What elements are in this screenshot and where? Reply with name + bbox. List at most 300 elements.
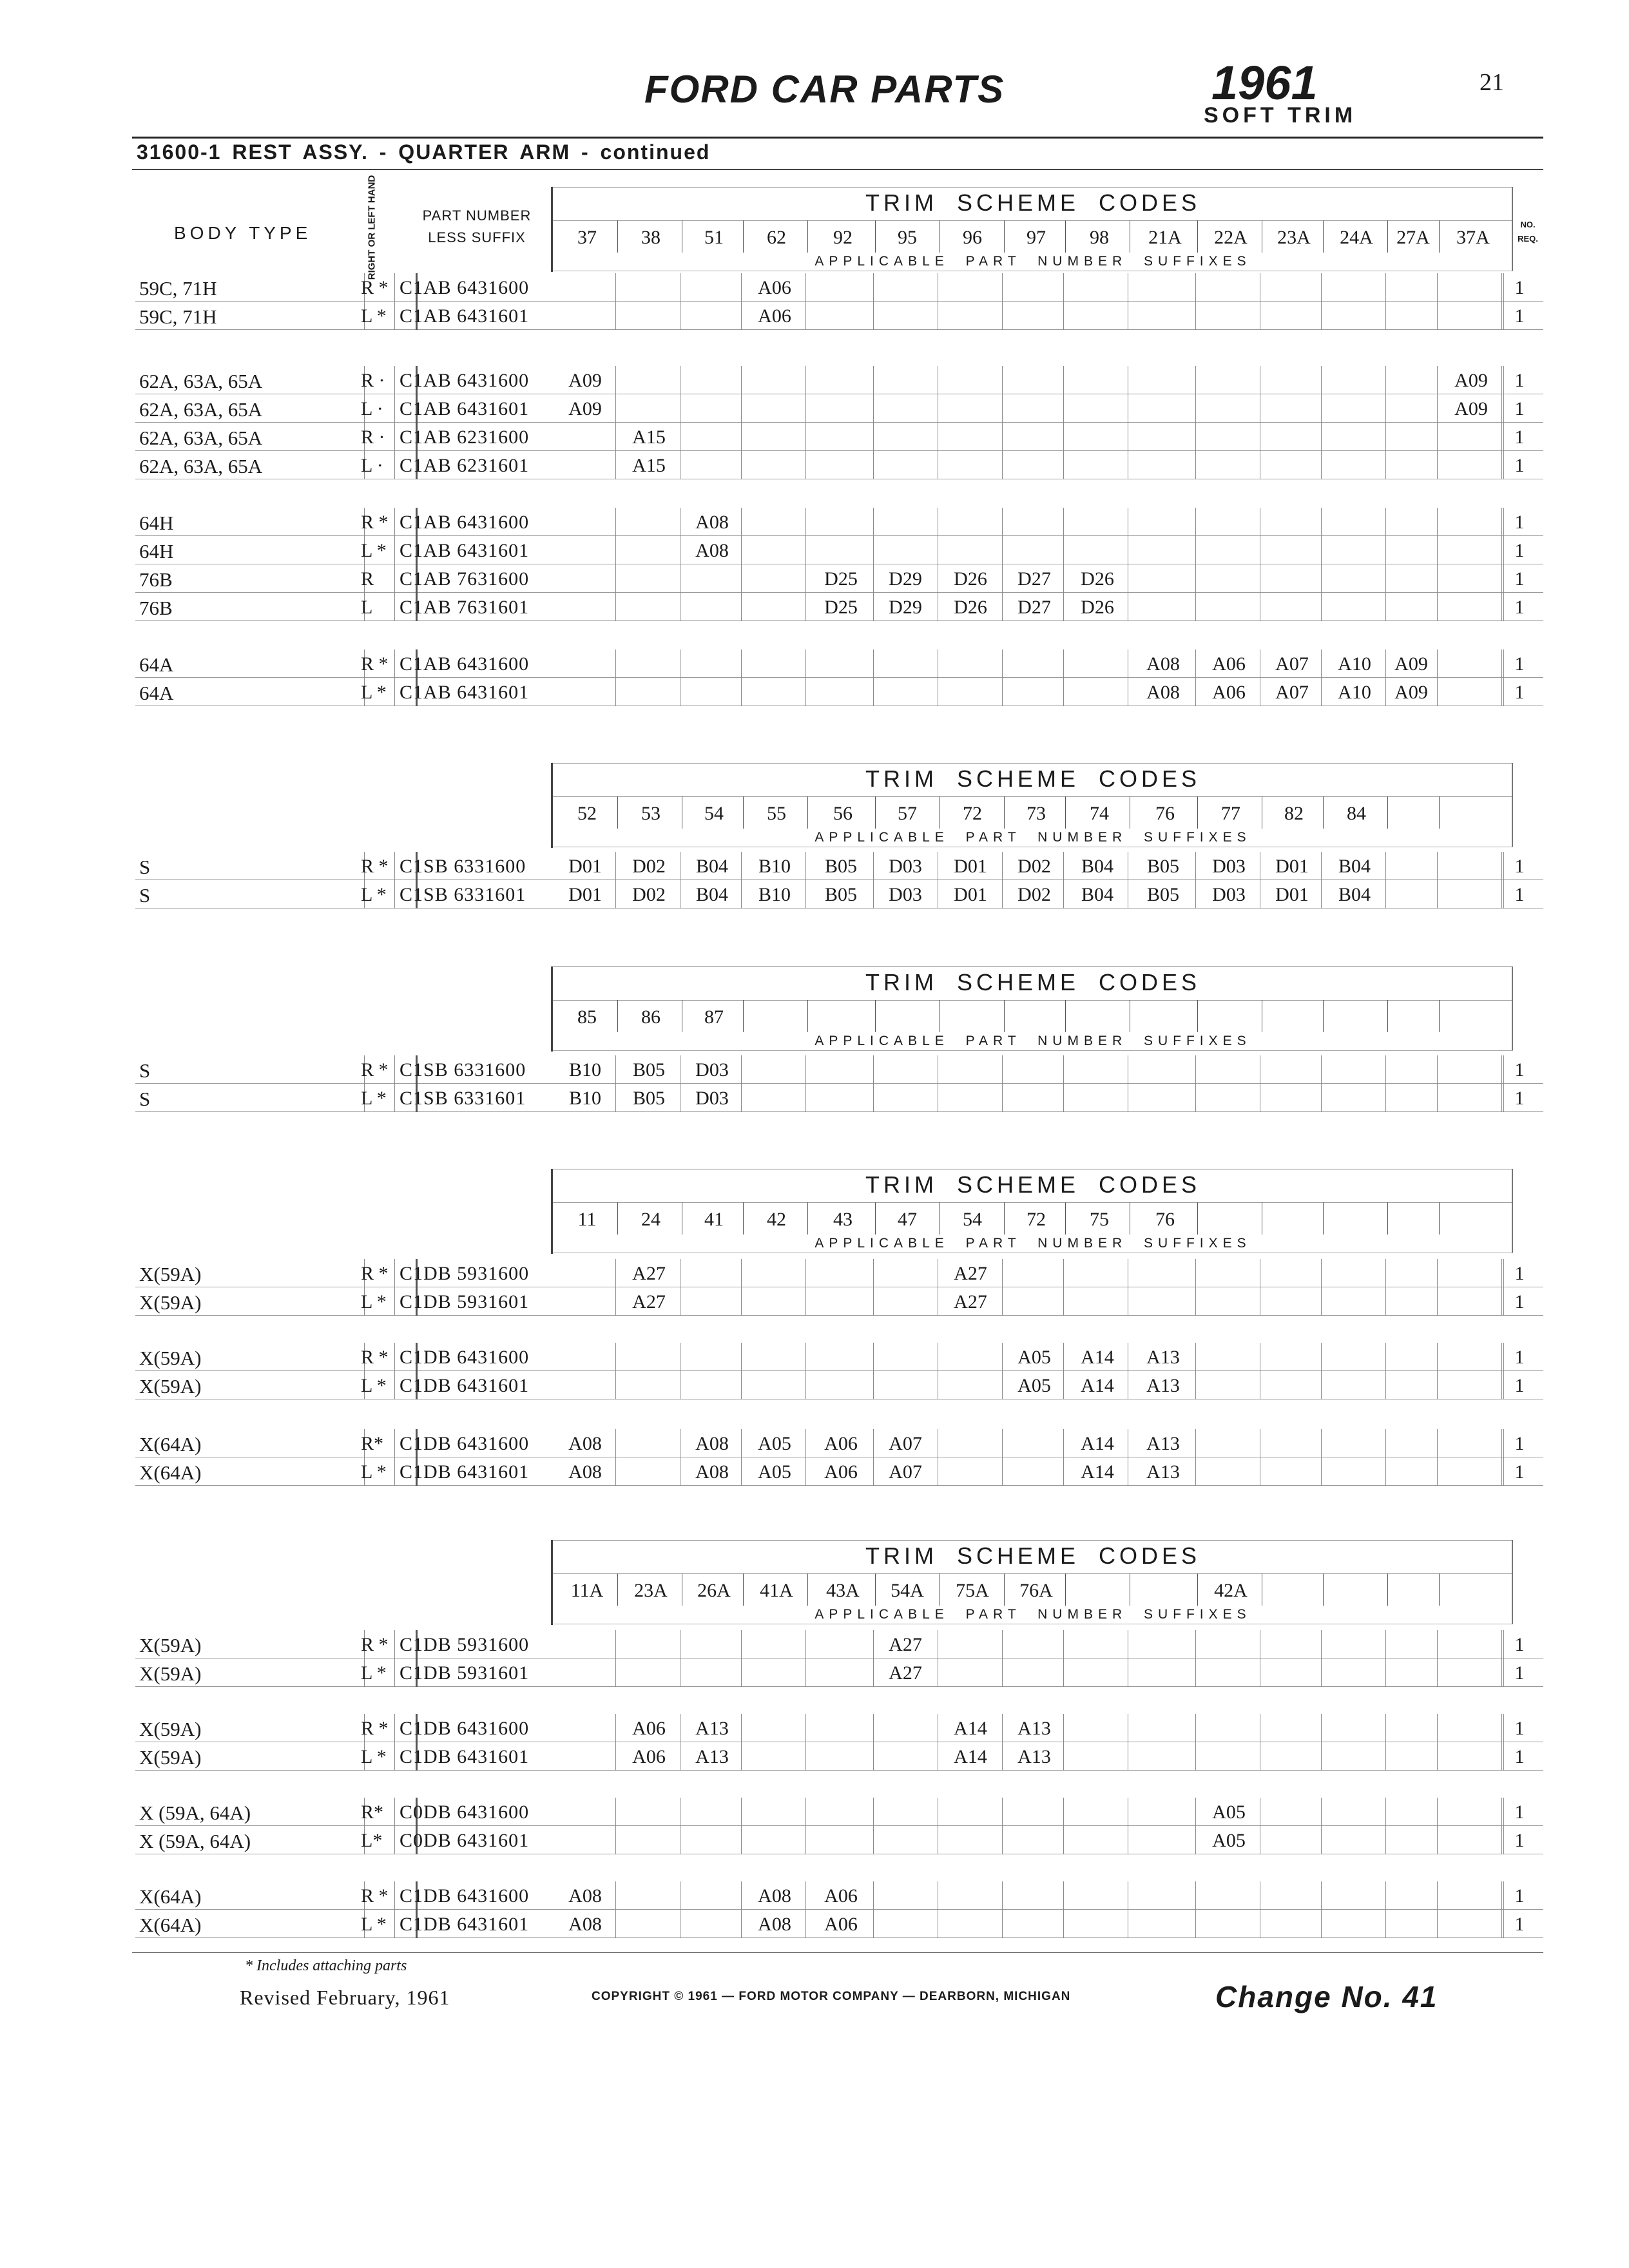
table-row <box>135 1457 1543 1486</box>
part-suffix: B05 <box>632 1088 665 1109</box>
trim-code: 84 <box>1347 803 1366 824</box>
body-type: X(64A) <box>139 1461 202 1484</box>
cell-divider <box>1501 1343 1502 1371</box>
cell-divider <box>1002 273 1003 302</box>
part-suffix: A27 <box>954 1263 987 1284</box>
column-divider <box>1503 880 1504 908</box>
part-suffix: B05 <box>632 1059 665 1081</box>
page-number: 21 <box>1480 69 1504 96</box>
cell-divider <box>1002 508 1003 536</box>
body-type: X(59A) <box>139 1662 202 1685</box>
table-row <box>135 1429 1543 1457</box>
part-suffix: D01 <box>568 884 602 905</box>
cell-divider <box>615 1714 616 1742</box>
trim-code: 72 <box>1027 1209 1046 1230</box>
part-suffix: A08 <box>1146 682 1180 703</box>
body-type: 62A, 63A, 65A <box>139 370 263 392</box>
cell-divider <box>1385 366 1386 394</box>
part-number: C1AB 6431601 <box>400 682 530 703</box>
cell-divider <box>1501 564 1502 593</box>
quantity-required: 1 <box>1514 398 1525 419</box>
hand-code: L * <box>361 1088 387 1109</box>
trim-code: 56 <box>833 803 853 824</box>
part-suffix: D01 <box>1275 884 1309 905</box>
trim-code: 87 <box>704 1006 724 1028</box>
cell-divider <box>615 1287 616 1316</box>
part-suffix: A05 <box>1212 1830 1246 1851</box>
cell-divider <box>615 593 616 621</box>
cell-divider <box>1063 649 1064 678</box>
cell-divider <box>1002 1798 1003 1826</box>
cell-divider <box>1195 1084 1196 1112</box>
body-type: 62A, 63A, 65A <box>139 455 263 477</box>
cell-divider <box>1195 678 1196 706</box>
cell-divider <box>805 649 806 678</box>
cell-divider <box>1063 678 1064 706</box>
column-divider <box>1503 1259 1504 1287</box>
part-suffix: D02 <box>1017 884 1051 905</box>
cell-divider <box>873 1881 874 1910</box>
body-type: X(64A) <box>139 1433 202 1456</box>
table-row <box>135 302 1543 330</box>
revision-date: Revised February, 1961 <box>240 1986 450 2009</box>
column-divider <box>1503 1798 1504 1826</box>
cell-divider <box>1195 593 1196 621</box>
code-divider <box>1197 796 1198 829</box>
part-number: C1AB 6231600 <box>400 427 530 448</box>
hand-code: L * <box>361 1291 387 1312</box>
cell-divider <box>1501 678 1502 706</box>
cell-divider <box>1195 1429 1196 1457</box>
part-suffix: A06 <box>632 1718 666 1739</box>
cell-divider <box>1385 273 1386 302</box>
cell-divider <box>741 423 742 451</box>
cell-divider <box>873 649 874 678</box>
code-divider <box>1323 1202 1324 1235</box>
section-title: 31600-1 REST ASSY. - QUARTER ARM - continued <box>137 140 711 164</box>
column-divider <box>394 1084 395 1112</box>
cell-divider <box>1437 1457 1438 1486</box>
cell-divider <box>1385 1798 1386 1826</box>
cell-divider <box>1195 649 1196 678</box>
body-type: X(59A) <box>139 1634 202 1657</box>
quantity-required: 1 <box>1514 277 1525 298</box>
part-suffix: B05 <box>824 884 857 905</box>
quantity-required: 1 <box>1514 427 1525 448</box>
trim-code: 24A <box>1340 227 1373 248</box>
trim-scheme-codes-label: TRIM SCHEME CODES <box>865 1542 1201 1569</box>
part-suffix: B05 <box>1146 884 1179 905</box>
cell-divider <box>1063 273 1064 302</box>
cell-divider <box>741 564 742 593</box>
cell-divider <box>1195 852 1196 880</box>
part-suffix: A06 <box>824 1885 858 1907</box>
quantity-required: 1 <box>1514 1375 1525 1396</box>
code-divider <box>1197 220 1198 253</box>
column-divider <box>394 1714 395 1742</box>
cell-divider <box>1321 1343 1322 1371</box>
trim-code: 52 <box>577 803 597 824</box>
cell-divider <box>1501 1457 1502 1486</box>
part-suffix: A27 <box>889 1662 922 1684</box>
header-rule <box>132 137 1543 139</box>
part-suffix: B04 <box>695 884 728 905</box>
column-divider <box>394 1881 395 1910</box>
header-rule <box>553 796 1513 797</box>
cell-divider <box>1385 1910 1386 1938</box>
part-number: C1DB 5931600 <box>400 1263 530 1284</box>
code-divider <box>875 1000 876 1032</box>
cell-divider <box>1437 451 1438 479</box>
cell-divider <box>1195 1881 1196 1910</box>
hand-code: R <box>361 568 374 590</box>
column-divider <box>1503 1371 1504 1399</box>
table-row <box>135 852 1543 880</box>
part-suffix: A08 <box>758 1914 791 1935</box>
cell-divider <box>1002 394 1003 423</box>
column-divider <box>394 1742 395 1771</box>
part-suffix: A09 <box>1394 682 1428 703</box>
column-divider <box>394 1371 395 1399</box>
cell-divider <box>1195 1343 1196 1371</box>
cell-divider <box>1501 1287 1502 1316</box>
cell-divider <box>805 423 806 451</box>
cell-divider <box>1063 1429 1064 1457</box>
part-suffix: A13 <box>695 1718 729 1739</box>
applicable-suffixes-label: APPLICABLE PART NUMBER SUFFIXES <box>815 1033 1251 1048</box>
column-divider <box>394 451 395 479</box>
cell-divider <box>805 1371 806 1399</box>
part-suffix: A08 <box>568 1461 602 1483</box>
part-number: C1AB 6431600 <box>400 277 530 298</box>
trim-code: 74 <box>1090 803 1109 824</box>
cell-divider <box>1321 302 1322 330</box>
cell-divider <box>1321 1658 1322 1687</box>
part-suffix: A06 <box>1212 682 1246 703</box>
cell-divider <box>1437 1429 1438 1457</box>
part-suffix: D03 <box>889 856 922 877</box>
part-suffix: D29 <box>889 568 922 590</box>
body-type: X(59A) <box>139 1718 202 1740</box>
table-row <box>135 1910 1543 1938</box>
hand-code: R * <box>361 512 389 533</box>
quantity-required: 1 <box>1514 1634 1525 1655</box>
code-divider <box>1387 1202 1388 1235</box>
cell-divider <box>615 1343 616 1371</box>
cell-divider <box>873 273 874 302</box>
cell-divider <box>741 1798 742 1826</box>
column-divider <box>1503 1714 1504 1742</box>
cell-divider <box>1437 880 1438 908</box>
cell-divider <box>741 394 742 423</box>
cell-divider <box>1437 423 1438 451</box>
cell-divider <box>1501 1658 1502 1687</box>
trim-code: 51 <box>704 227 724 248</box>
cell-divider <box>741 1658 742 1687</box>
cell-divider <box>873 394 874 423</box>
cell-divider <box>873 1055 874 1084</box>
copyright-notice: COPYRIGHT © 1961 — FORD MOTOR COMPANY — DEARBORN, MICHIGAN <box>592 1990 1071 2003</box>
cell-divider <box>805 1658 806 1687</box>
part-number: C0DB 6431600 <box>400 1802 530 1823</box>
cell-divider <box>1063 1457 1064 1486</box>
code-divider <box>1439 1000 1440 1032</box>
column-divider <box>1503 1343 1504 1371</box>
cell-divider <box>1321 1714 1322 1742</box>
cell-divider <box>1002 451 1003 479</box>
table-row <box>135 366 1543 394</box>
cell-divider <box>1321 1881 1322 1910</box>
cell-divider <box>1195 273 1196 302</box>
catalog-subtitle: SOFT TRIM <box>1204 103 1357 128</box>
part-suffix: A14 <box>954 1718 987 1739</box>
cell-divider <box>1437 1798 1438 1826</box>
cell-divider <box>1385 1714 1386 1742</box>
cell-divider <box>615 564 616 593</box>
column-divider <box>394 1910 395 1938</box>
cell-divider <box>1063 302 1064 330</box>
part-suffix: A14 <box>1081 1347 1114 1368</box>
part-suffix: B10 <box>568 1059 601 1081</box>
cell-divider <box>1195 302 1196 330</box>
cell-divider <box>1385 1658 1386 1687</box>
column-divider <box>1503 508 1504 536</box>
cell-divider <box>1437 1371 1438 1399</box>
part-suffix: D27 <box>1017 568 1051 590</box>
part-suffix: A07 <box>889 1433 922 1454</box>
section-rule <box>132 169 1543 170</box>
part-suffix: A07 <box>889 1461 922 1483</box>
part-number: C1DB 6431601 <box>400 1375 530 1396</box>
applicable-suffixes-label: APPLICABLE PART NUMBER SUFFIXES <box>815 1236 1251 1251</box>
cell-divider <box>805 1287 806 1316</box>
cell-divider <box>805 1742 806 1771</box>
column-divider <box>1503 1826 1504 1854</box>
part-suffix: D26 <box>1081 597 1114 618</box>
cell-divider <box>1195 536 1196 564</box>
trim-code: 54A <box>891 1580 924 1601</box>
part-suffix: A13 <box>1146 1461 1180 1483</box>
part-suffix: D02 <box>1017 856 1051 877</box>
cell-divider <box>873 1371 874 1399</box>
body-type: X(59A) <box>139 1375 202 1398</box>
hand-code: R * <box>361 1347 389 1368</box>
quantity-required: 1 <box>1514 1830 1525 1851</box>
trim-code: 75A <box>956 1580 989 1601</box>
part-number: C1AB 7631600 <box>400 568 530 590</box>
cell-divider <box>1385 451 1386 479</box>
cell-divider <box>1321 1630 1322 1658</box>
cell-divider <box>1501 423 1502 451</box>
part-suffix: D29 <box>889 597 922 618</box>
part-suffix: A15 <box>632 427 666 448</box>
part-suffix: A14 <box>1081 1433 1114 1454</box>
part-suffix: D25 <box>824 568 858 590</box>
quantity-required: 1 <box>1514 1347 1525 1368</box>
column-divider <box>394 1658 395 1687</box>
code-divider <box>807 1000 808 1032</box>
cell-divider <box>1002 1881 1003 1910</box>
cell-divider <box>1195 1259 1196 1287</box>
body-type: X(64A) <box>139 1885 202 1908</box>
quantity-required: 1 <box>1514 1088 1525 1109</box>
body-type: S <box>139 1059 151 1082</box>
cell-divider <box>1501 536 1502 564</box>
quantity-required: 1 <box>1514 1914 1525 1935</box>
header-rule <box>553 966 1513 967</box>
column-divider <box>1503 649 1504 678</box>
cell-divider <box>1195 1742 1196 1771</box>
cell-divider <box>1437 1259 1438 1287</box>
trim-code: 57 <box>898 803 917 824</box>
column-divider <box>1503 1287 1504 1316</box>
trim-code: 55 <box>767 803 786 824</box>
cell-divider <box>1063 1881 1064 1910</box>
cell-divider <box>1385 423 1386 451</box>
trim-scheme-codes-label: TRIM SCHEME CODES <box>865 765 1201 792</box>
cell-divider <box>1063 1798 1064 1826</box>
catalog-year: 1961 <box>1211 56 1318 110</box>
cell-divider <box>1321 394 1322 423</box>
table-row <box>135 678 1543 706</box>
column-divider <box>394 394 395 423</box>
body-type: 64A <box>139 653 174 676</box>
cell-divider <box>805 1055 806 1084</box>
cell-divider <box>873 1798 874 1826</box>
column-divider <box>1503 1630 1504 1658</box>
cell-divider <box>1321 1287 1322 1316</box>
part-suffix: D01 <box>1275 856 1309 877</box>
column-divider <box>394 1630 395 1658</box>
cell-divider <box>741 1881 742 1910</box>
part-suffix: D03 <box>889 884 922 905</box>
part-suffix: B05 <box>824 856 857 877</box>
cell-divider <box>1063 1055 1064 1084</box>
cell-divider <box>805 366 806 394</box>
table-row <box>135 1658 1543 1687</box>
quantity-required: 1 <box>1514 1802 1525 1823</box>
part-suffix: D02 <box>632 856 666 877</box>
trim-code: 37A <box>1456 227 1490 248</box>
cell-divider <box>1002 366 1003 394</box>
cell-divider <box>805 593 806 621</box>
cell-divider <box>1385 302 1386 330</box>
cell-divider <box>1385 593 1386 621</box>
cell-divider <box>1195 1714 1196 1742</box>
part-suffix: B04 <box>695 856 728 877</box>
cell-divider <box>805 1259 806 1287</box>
cell-divider <box>1321 1910 1322 1938</box>
part-number: C1DB 6431600 <box>400 1885 530 1907</box>
cell-divider <box>873 1742 874 1771</box>
part-number: C1DB 5931601 <box>400 1291 530 1312</box>
cell-divider <box>1063 1658 1064 1687</box>
part-number: C1DB 5931601 <box>400 1662 530 1684</box>
cell-divider <box>1437 1055 1438 1084</box>
column-divider <box>1503 1881 1504 1910</box>
trim-code: 21A <box>1148 227 1182 248</box>
part-suffix: A08 <box>695 540 729 561</box>
part-number: C1SB 6331600 <box>400 1059 526 1081</box>
part-number: C1DB 6431600 <box>400 1347 530 1368</box>
cell-divider <box>1437 1826 1438 1854</box>
trim-code: 75 <box>1090 1209 1109 1230</box>
cell-divider <box>1002 302 1003 330</box>
column-divider <box>394 678 395 706</box>
part-suffix: D03 <box>1212 884 1246 905</box>
trim-code: 97 <box>1027 227 1046 248</box>
table-row <box>135 1826 1543 1854</box>
quantity-required: 1 <box>1514 568 1525 590</box>
cell-divider <box>1437 1287 1438 1316</box>
part-suffix: A27 <box>889 1634 922 1655</box>
cell-divider <box>1195 1371 1196 1399</box>
quantity-required: 1 <box>1514 1433 1525 1454</box>
cell-divider <box>805 536 806 564</box>
part-suffix: A06 <box>758 305 791 327</box>
cell-divider <box>1002 678 1003 706</box>
part-suffix: A13 <box>1146 1347 1180 1368</box>
part-suffix: A06 <box>1212 653 1246 675</box>
cell-divider <box>615 1658 616 1687</box>
table-row <box>135 1343 1543 1371</box>
trim-code: 98 <box>1090 227 1109 248</box>
column-divider <box>394 593 395 621</box>
hand-code: L * <box>361 682 387 703</box>
cell-divider <box>1063 1259 1064 1287</box>
row-rule <box>135 1937 1543 1938</box>
part-suffix: A09 <box>1454 370 1488 391</box>
hand-code: L * <box>361 1375 387 1396</box>
trim-code: 54 <box>704 803 724 824</box>
hand-code: R * <box>361 1885 389 1907</box>
cell-divider <box>615 1259 616 1287</box>
table-row <box>135 1259 1543 1287</box>
part-suffix: A05 <box>1017 1375 1051 1396</box>
column-divider <box>394 1287 395 1316</box>
part-suffix: A14 <box>1081 1461 1114 1483</box>
cell-divider <box>873 508 874 536</box>
trim-code: 95 <box>898 227 917 248</box>
cell-divider <box>1195 564 1196 593</box>
cell-divider <box>873 1826 874 1854</box>
cell-divider <box>1437 1714 1438 1742</box>
column-divider <box>1503 1084 1504 1112</box>
part-suffix: A13 <box>1146 1433 1180 1454</box>
part-number: C1DB 6431601 <box>400 1746 530 1767</box>
part-suffix: A09 <box>1454 398 1488 419</box>
column-divider <box>1503 302 1504 330</box>
cell-divider <box>1385 1457 1386 1486</box>
body-type: X (59A, 64A) <box>139 1830 251 1852</box>
cell-divider <box>873 423 874 451</box>
cell-divider <box>615 273 616 302</box>
part-suffix: A05 <box>1212 1802 1246 1823</box>
cell-divider <box>741 1343 742 1371</box>
column-divider <box>394 302 395 330</box>
trim-code: 43 <box>833 1209 853 1230</box>
part-suffix: A08 <box>1146 653 1180 675</box>
cell-divider <box>1195 394 1196 423</box>
part-suffix: D03 <box>695 1088 729 1109</box>
row-rule <box>135 329 1543 330</box>
column-divider <box>1503 451 1504 479</box>
cell-divider <box>1195 423 1196 451</box>
body-type: X(59A) <box>139 1263 202 1285</box>
cell-divider <box>1501 852 1502 880</box>
code-divider <box>1323 1000 1324 1032</box>
part-suffix: A05 <box>1017 1347 1051 1368</box>
